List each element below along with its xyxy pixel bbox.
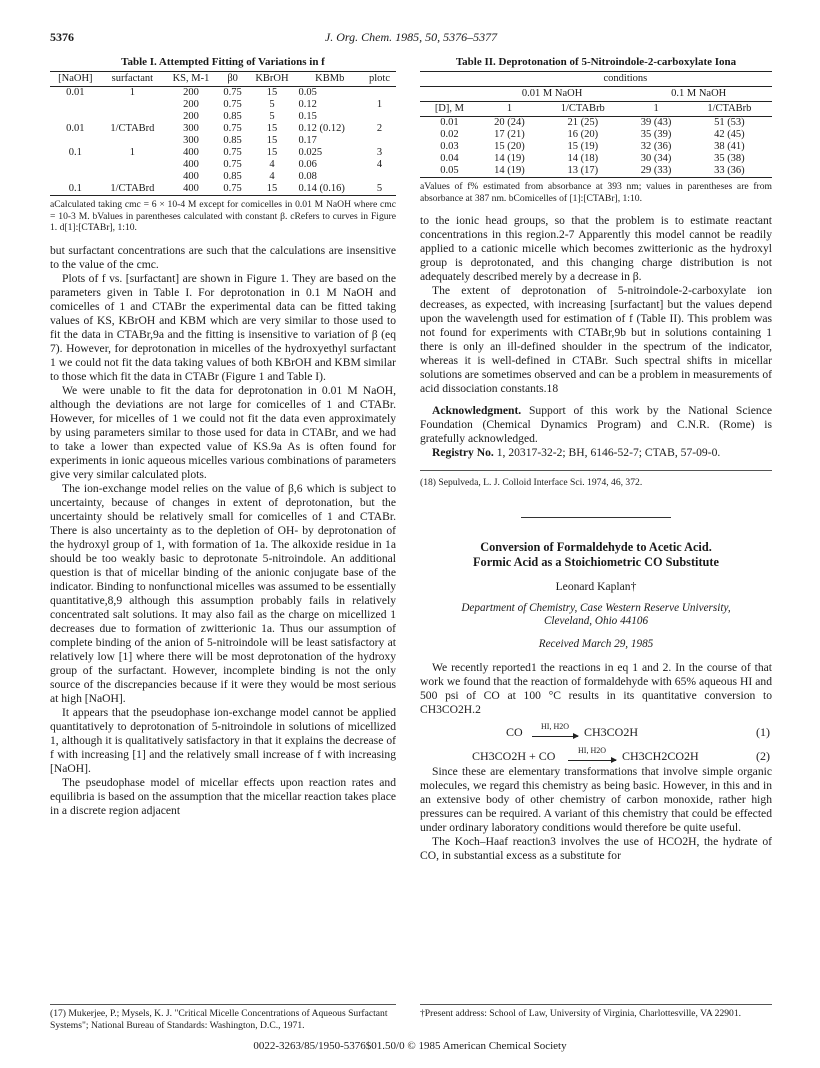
- table1-cell: 4: [269, 171, 275, 182]
- table1-row: [50, 147, 396, 159]
- table1-cell: 300: [183, 123, 199, 134]
- table1-cell: 200: [183, 99, 199, 110]
- table1-cell: [363, 111, 396, 123]
- table1-cell: 15: [266, 135, 278, 146]
- acknowledgment-label: Acknowledgment.: [432, 404, 522, 417]
- table2-sub-row: [420, 87, 772, 102]
- table1-cell: [50, 135, 101, 147]
- table2-header-row: [420, 102, 772, 117]
- eq1-lhs: CO: [506, 724, 523, 739]
- body-paragraph: Plots of f vs. [surfactant] are shown in Figure 1. They are based on the parameters given in Table I. For deprotonation in 0.1 M NaOH and comicelles of 1 and CTABr the experimental data can be fitted taking values of KS, KBrOH and KBM which are very similar to those used to fit the data in CTABr,9a and the fitting is insensitive to variation of β (eq 7). However, for deprotonation in micelles of the hydroxyethyl surfactant 1 we could not fit the data taking values of both KBrOH and KBM similar to those which fit the data in CTABr (Figure 1 and Table I).: [50, 271, 396, 383]
- table1-cell: 0.75: [223, 183, 242, 194]
- registry-label: Registry No.: [432, 446, 494, 459]
- eq2-rhs: CH3CH2CO2H: [622, 748, 699, 763]
- equation-2: [420, 741, 772, 765]
- table2-cell: 0.04: [440, 153, 459, 164]
- table1-cell: 0.05: [298, 87, 317, 98]
- table1-cell: 200: [183, 111, 199, 122]
- table1-cell: [50, 99, 101, 111]
- table1-cell: 0.75: [223, 87, 242, 98]
- article-received: Received March 29, 1985: [538, 637, 654, 650]
- table1-cell: 0.1: [68, 183, 82, 194]
- table1-header: KBMb: [297, 72, 363, 87]
- reference-rule: [420, 470, 772, 471]
- table1-header: β0: [218, 72, 248, 87]
- table2-cell: 35 (39): [640, 129, 672, 140]
- table2-cell: 21 (25): [567, 117, 599, 128]
- table2-cell: 42 (45): [714, 129, 745, 140]
- acknowledgment: [420, 404, 772, 446]
- table1-cell: 5: [269, 99, 275, 110]
- table1-notes: aCalculated taking cmc = 6 × 10-4 M except for comicelles in 0.01 M NaOH where cmc = 10-3 M. bValues in parentheses calculated with constant β. cRefers to curves in Figure 1. d[1]:[CTABr], 1:10.: [50, 199, 396, 233]
- table1-cell: 4: [269, 159, 275, 170]
- table1-cell: 15: [266, 87, 278, 98]
- table1-cell: 0.01: [66, 87, 85, 98]
- table1-cell: 0.14 (0.16): [298, 183, 345, 194]
- table2-header: 1: [625, 102, 686, 117]
- table2-cell: 17 (21): [494, 129, 525, 140]
- table2-cell: 14 (19): [494, 153, 525, 164]
- table1-cell: 5: [269, 111, 275, 122]
- table1-header: KS, M-1: [164, 72, 218, 87]
- table1-cell: 0.08: [298, 171, 317, 182]
- table1-header: plotc: [363, 72, 396, 87]
- table1-cell: [101, 171, 164, 183]
- table2-header: 1/CTABrb: [540, 102, 625, 117]
- eq2-arrow: [568, 744, 616, 761]
- table1-cell: 1: [129, 87, 135, 98]
- equation-1: [420, 717, 772, 741]
- table1-row: [50, 111, 396, 123]
- table1-header: surfactant: [101, 72, 164, 87]
- table1-header-row: [50, 72, 396, 87]
- page-number: 5376: [50, 30, 74, 44]
- acknowledgment-text: Support of this work by the National Science Foundation (Chemical Dynamics Program) and C.N.R. (Rome) is gratefully acknowledged.: [420, 404, 772, 445]
- table2-cell: 15 (19): [567, 141, 599, 152]
- table2-cell: 39 (43): [640, 117, 672, 128]
- table1-row: [50, 87, 396, 100]
- table2-header: [D], M: [420, 102, 479, 117]
- table1-cell: [363, 171, 396, 183]
- table1-cell: 0.85: [223, 135, 242, 146]
- table1-row: [50, 99, 396, 111]
- left-column: [50, 55, 396, 818]
- body-paragraph: The pseudophase model of micellar effects upon reaction rates and equilibria is based on the assumption that the micellar reaction takes place in a discrete region adjacent: [50, 775, 396, 817]
- table1-cell: 400: [183, 147, 199, 158]
- table2-row: [420, 117, 772, 130]
- table2-cell: 38 (41): [714, 141, 745, 152]
- table1-cell: [50, 111, 101, 123]
- page-footer: 0022-3263/85/1950-5376$01.50/0 © 1985 American Chemical Society: [253, 1040, 567, 1052]
- eq2-conditions: HI, H2O: [578, 745, 606, 755]
- table1-header: KBrOH: [247, 72, 296, 87]
- article-paragraph: Since these are elementary transformations that involve simple organic molecules, we regard this chemistry as being basic. However, in this and in an extensive body of other chemistry of carbon monoxide, rather high pressures can be required. A variant of this chemistry that could be effected under ordinary laboratory conditions would therefore be quite useful.: [420, 764, 772, 834]
- right-footnote-rule: [420, 1004, 772, 1005]
- table2-header: 1/CTABrb: [687, 102, 772, 117]
- table1-row: [50, 183, 396, 196]
- table2-row: [420, 153, 772, 165]
- table1-cell: 0.75: [223, 123, 242, 134]
- table2-cell: 0.01: [440, 117, 459, 128]
- table2-sub-header: 0.1 M NaOH: [625, 87, 772, 102]
- table1-cell: 0.15: [298, 111, 317, 122]
- table1-cell: 3: [376, 147, 383, 158]
- table1-cell: 0.01: [66, 123, 85, 134]
- table2-cell: 13 (17): [567, 165, 599, 176]
- body-paragraph: but surfactant concentrations are such that the calculations are insensitive to the value of the cmc.: [50, 243, 396, 271]
- table1-cell: 15: [266, 147, 278, 158]
- table1-cell: 0.12: [298, 99, 317, 110]
- eq2-lhs: CH3CO2H + CO: [472, 748, 556, 763]
- table1-cell: 0.85: [223, 171, 242, 182]
- eq1-arrow: [532, 720, 578, 737]
- table1-cell: 400: [183, 171, 199, 182]
- table1-cell: [50, 171, 101, 183]
- table1-cell: 400: [183, 159, 199, 170]
- table1-cell: 300: [183, 135, 199, 146]
- table1-cell: 0.75: [223, 147, 242, 158]
- table1-cell: 1/CTABrd: [110, 183, 155, 194]
- table2-cell: 30 (34): [640, 153, 672, 164]
- table2-cell: 14 (18): [567, 153, 599, 164]
- registry: [420, 446, 772, 460]
- table2-cell: 29 (33): [640, 165, 672, 176]
- table2-group-header: conditions: [479, 72, 772, 87]
- table2-cell: 32 (36): [640, 141, 672, 152]
- table2-cell: 0.05: [440, 165, 459, 176]
- journal-citation: J. Org. Chem. 1985, 50, 5376–5377: [324, 30, 498, 44]
- body-paragraph: We were unable to fit the data for deprotonation in 0.01 M NaOH, although the deviations are not large for comicelles of 1 and CTABr. However, for micelles of 1 we could not fit the data even approximately by using parameters similar to those used for data in CTABr, and we had to take a lower than expected value of KS.9a As is often found for experiments in ionic aqueous micelles various combinations of parameters give very similar calculated plots.: [50, 383, 396, 481]
- table2-row: [420, 165, 772, 178]
- table1-cell: [101, 111, 164, 123]
- table1-cell: [363, 135, 396, 147]
- table2-notes: aValues of f% estimated from absorbance at 393 nm; values in parentheses are from absorbance at 387 nm. bComicelles of [1]:[CTABr], 1:10.: [420, 181, 772, 204]
- reference-18: (18) Sepulveda, L. J. Colloid Interface Sci. 1974, 46, 372.: [420, 477, 643, 488]
- eq1-number: (1): [756, 724, 770, 739]
- table2: [420, 71, 772, 178]
- table1-row: [50, 171, 396, 183]
- table1-row: [50, 123, 396, 135]
- left-footnote: (17) Mukerjee, P.; Mysels, K. J. "Critical Micelle Concentrations of Aqueous Surfactant Systems"; National Bureau of Standards: Washington, D.C., 1971.: [50, 1008, 388, 1031]
- article-author: Leonard Kaplan†: [555, 579, 637, 593]
- table1-cell: 15: [266, 183, 278, 194]
- table1-cell: 5: [376, 183, 383, 194]
- table2-body: [420, 117, 772, 178]
- article-title-line: Conversion of Formaldehyde to Acetic Acid.: [480, 539, 712, 554]
- table1-cell: 0.17: [298, 135, 317, 146]
- table2-sub-header: 0.01 M NaOH: [479, 87, 626, 102]
- table1-row: [50, 159, 396, 171]
- table1-cell: 0.12 (0.12): [298, 123, 345, 134]
- table1-cell: 4: [376, 159, 383, 170]
- eq1-conditions: HI, H2O: [541, 721, 569, 731]
- article-paragraph: We recently reported1 the reactions in eq 1 and 2. In the course of that work we found that the reaction of formaldehyde with 65% aqueous HI and 500 psi of CO at 100 °C results in its quantitative conversion to CH3CO2H.2: [420, 660, 772, 716]
- table1-header: [NaOH]: [50, 72, 101, 87]
- table2-cell: 51 (53): [714, 117, 745, 128]
- table1: [50, 71, 396, 196]
- left-footnote-rule: [50, 1004, 396, 1005]
- body-paragraph: to the ionic head groups, so that the problem is to estimate reactant concentrations in this region.2-7 Apparently this model cannot be readily applied to a cationic micelle which becomes zwitterionic as the hydroxyl group is deprotonated, and this changing charge distribution is not adequately described merely by a decrease in β.: [420, 214, 772, 283]
- table1-cell: 200: [183, 87, 199, 98]
- article-affiliation: Department of Chemistry, Case Western Reserve University, Cleveland, Ohio 44106: [461, 601, 731, 627]
- table1-cell: [363, 87, 396, 100]
- table1-cell: [101, 99, 164, 111]
- table2-cell: 0.02: [440, 129, 459, 140]
- table1-caption: Table I. Attempted Fitting of Variations in f: [121, 56, 325, 68]
- table1-cell: 400: [183, 183, 199, 194]
- body-paragraph: The extent of deprotonation of 5-nitroindole-2-carboxylate ion decreases, as expected, with increasing [surfactant] but the values depend upon the wavelength used for estimation of f (Table II). This problem was not found for experiments with CTABr,9b but in solutions containing 1 there is only an ill-defined shoulder in the spectrum of the indicator, whereas it is well-defined in CTABr. Such spectral shifts in micellar solutions are sometimes observed and can be a problem in measurements of acid dissociation constants.18: [420, 284, 772, 395]
- table1-cell: 1: [376, 99, 383, 110]
- table1-cell: 0.1: [68, 147, 82, 158]
- table2-cell: 35 (38): [714, 153, 745, 164]
- table2-row: [420, 141, 772, 153]
- table1-cell: 0.75: [223, 99, 242, 110]
- table2-cell: 16 (20): [567, 129, 599, 140]
- table1-cell: 0.85: [223, 111, 242, 122]
- article-title-line: Formic Acid as a Stoichiometric CO Substitute: [473, 554, 719, 569]
- table1-cell: [50, 159, 101, 171]
- table1-cell: 0.025: [298, 147, 323, 158]
- table1-cell: [101, 159, 164, 171]
- table1-cell: [101, 135, 164, 147]
- table2-cell: 14 (19): [494, 165, 525, 176]
- body-paragraph: The ion-exchange model relies on the value of β,6 which is subject to uncertainty, because of changes in extent of deprotonation, but the uncertainty should be relatively small for comicelles of 1 and CTABr. There is also uncertainty as to the depletion of OH- by deprotonation of the hydroxyl group of 1, with formation of 1a. The alkoxide residue in 1a should be too weakly basic to deprotonate 5-nitroindole. An additional question is that of micellar binding of the anionic conjugate base of the indicator. Binding to nonfunctional micelles was assumed to be essentially quantitative,8,9 although this assumption probably fails in relatively concentrated salt solutions. It may also fail as the charge on micellized 1 decreases due to formation of zwitterionic 1a. Thus our assumption of complete binding of the anion of 5-nitroindole will be least satisfactory at relatively low [1] where there will be most deprotonation of the hydroxy group of the surfactant. However, incomplete binding is not the only source of the discrepancies because if it were they would be most serious at high [NaOH].: [50, 481, 396, 705]
- article-title: [420, 540, 772, 570]
- table1-cell: 0.75: [223, 159, 242, 170]
- table1-body: [50, 87, 396, 196]
- right-column: [420, 55, 772, 863]
- eq2-number: (2): [756, 748, 770, 763]
- eq1-rhs: CH3CO2H: [584, 724, 639, 739]
- table1-row: [50, 135, 396, 147]
- table1-cell: 15: [266, 123, 278, 134]
- table1-cell: 1: [129, 147, 135, 158]
- table1-cell: 2: [376, 123, 383, 134]
- table2-row: [420, 129, 772, 141]
- running-header: [50, 30, 772, 46]
- table2-cell: 33 (36): [714, 165, 745, 176]
- body-paragraph: It appears that the pseudophase ion-exchange model cannot be applied quantitatively to deprotonation of 5-nitroindole in solutions of micellized 1, although it is qualitatively satisfactory in that it explains the decrease of f with increasing [1] and the relatively small increase of f with increasing [NaOH].: [50, 705, 396, 775]
- registry-text: 1, 20317-32-2; BH, 6146-52-7; CTAB, 57-09-0.: [496, 446, 721, 459]
- table1-cell: 1/CTABrd: [110, 123, 155, 134]
- table2-group-row: [420, 72, 772, 87]
- table2-cell: 15 (20): [494, 141, 525, 152]
- table2-caption: Table II. Deprotonation of 5-Nitroindole-2-carboxylate Iona: [455, 56, 737, 68]
- table2-header: 1: [479, 102, 540, 117]
- author-footnote: †Present address: School of Law, University of Virginia, Charlottesville, VA 22901.: [420, 1008, 742, 1019]
- table1-cell: 0.06: [298, 159, 317, 170]
- article-paragraph: The Koch–Haaf reaction3 involves the use of HCO2H, the hydrate of CO, in substantial excess as a substitute for: [420, 834, 772, 862]
- table2-cell: 0.03: [440, 141, 459, 152]
- table2-cell: 20 (24): [494, 117, 525, 128]
- article-separator: [521, 517, 671, 518]
